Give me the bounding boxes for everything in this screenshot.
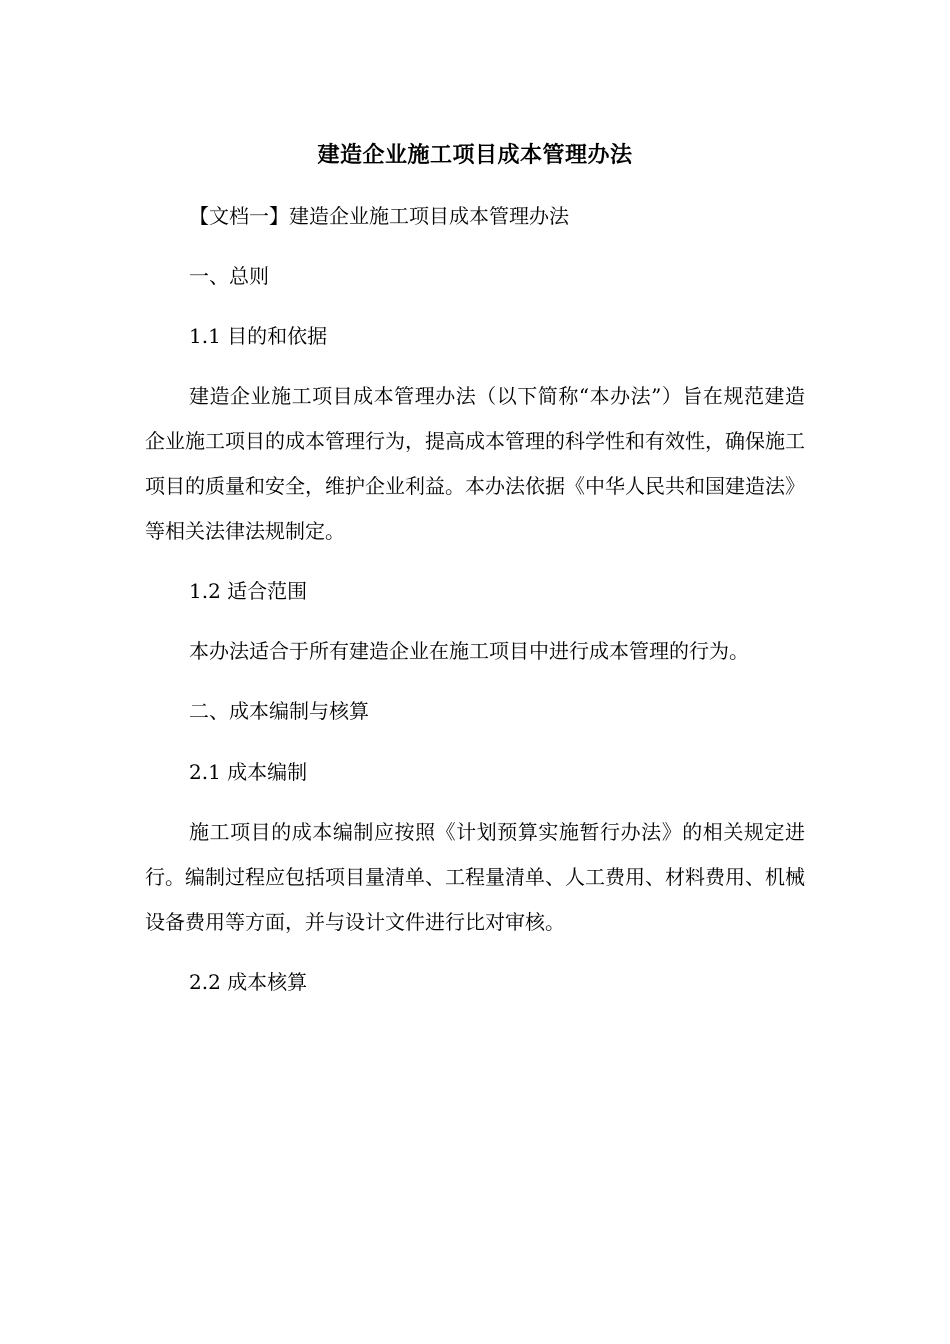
subsection-2-1-heading: 2.1 成本编制 [189, 760, 308, 784]
subsection-1-1-heading: 1.1 目的和依据 [189, 324, 328, 348]
subsection-1-1-paragraph: 建造企业施工项目成本管理办法（以下简称“本办法”）旨在规范建造企业施工项目的成本管理行为，提高成本管理的科学性和有效性，确保施工项目的质量和安全，维护企业利益。本办法依据《中华人民共和国建造法》等相关法律法规制定。 [145, 384, 805, 543]
subsection-1-2-paragraph: 本办法适合于所有建造企业在施工项目中进行成本管理的行为。 [189, 639, 749, 663]
subsection-1-2-heading: 1.2 适合范围 [189, 579, 308, 603]
subsection-2-2-heading: 2.2 成本核算 [189, 970, 308, 994]
section-1-heading: 一、总则 [189, 264, 269, 288]
document-label: 【文档一】建造企业施工项目成本管理办法 [189, 204, 569, 228]
subsection-2-1-paragraph: 施工项目的成本编制应按照《计划预算实施暂行办法》的相关规定进行。编制过程应包括项目量清单、工程量清单、人工费用、材料费用、机械设备费用等方面，并与设计文件进行比对审核。 [145, 820, 805, 934]
document-title: 建造企业施工项目成本管理办法 [317, 143, 633, 168]
section-2-heading: 二、成本编制与核算 [189, 699, 369, 723]
